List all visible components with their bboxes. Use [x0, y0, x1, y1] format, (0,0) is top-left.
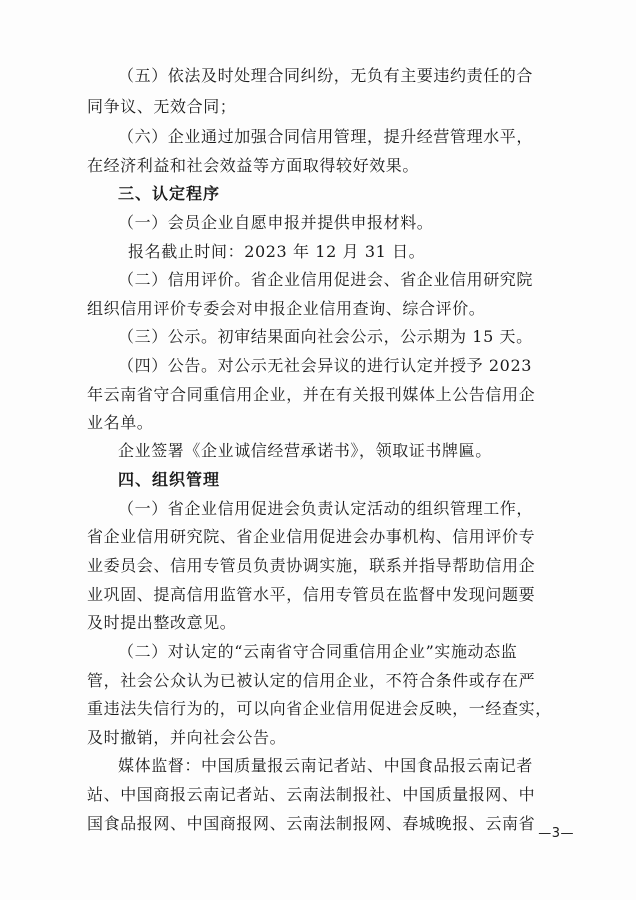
management-1-line-2: 省企业信用研究院、省企业信用促进会办事机构、信用评价专	[87, 527, 536, 546]
media-line-1: 媒体监督：中国质量报云南记者站、中国食品报云南记者	[118, 756, 534, 775]
paragraph-5-line-1: （五）依法及时处理合同纠纷，无负有主要违约责任的合	[118, 66, 534, 85]
media-line-3: 国食品报网、中国商报网、云南法制报网、春城晚报、云南省	[87, 814, 536, 833]
procedure-4-line-1: （四）公告。对公示无社会异议的进行认定并授予 2023	[118, 356, 533, 375]
commitment-text: 企业签署《企业诚信经营承诺书》，领取证书牌匾。	[118, 441, 492, 460]
management-2-line-2: 管，社会公众认为已被认定的信用企业，不符合条件或存在严	[87, 671, 536, 690]
procedure-4-line-2: 年云南省守合同重信用企业，并在有关报刊媒体上公告信用企	[87, 385, 536, 404]
management-2-line-4: 及时撤销，并向社会公告。	[87, 728, 287, 747]
management-2-line-3: 重违法失信行为的，可以向省企业信用促进会反映，一经查实，	[87, 699, 552, 718]
media-line-2: 站、中国商报云南记者站、云南法制报社、中国质量报网、中	[87, 785, 536, 804]
management-1-line-5: 及时提出整改意见。	[87, 613, 237, 632]
procedure-4-line-3: 业名单。	[87, 413, 154, 432]
management-1-line-3: 业委员会、信用专管员负责协调实施，联系并指导帮助信用企	[87, 556, 536, 575]
paragraph-6-line-2: 在经济利益和社会效益等方面取得较好效果。	[87, 156, 420, 175]
management-1-line-4: 业巩固、提高信用监管水平，信用专管员在监督中发现问题要	[87, 585, 536, 604]
procedure-1: （一）会员企业自愿申报并提供申报材料。	[118, 213, 434, 232]
section-heading-management: 四、组织管理	[118, 470, 221, 489]
management-2-line-1: （二）对认定的“云南省守合同重信用企业”实施动态监	[118, 642, 518, 661]
paragraph-6-line-1: （六）企业通过加强合同信用管理，提升经营管理水平，	[118, 127, 534, 146]
paragraph-5-line-2: 同争议、无效合同；	[87, 97, 237, 116]
management-1-line-1: （一）省企业信用促进会负责认定活动的组织管理工作，	[118, 499, 534, 518]
procedure-2-line-2: 组织信用评价专委会对申报企业信用查询、综合评价。	[87, 299, 486, 318]
section-heading-procedure: 三、认定程序	[118, 184, 221, 203]
procedure-2-line-1: （二）信用评价。省企业信用促进会、省企业信用研究院	[118, 270, 534, 289]
page-number: —3—	[538, 826, 574, 841]
deadline-text: 报名截止时间：2023 年 12 月 31 日。	[128, 242, 426, 261]
procedure-3: （三）公示。初审结果面向社会公示，公示期为 15 天。	[118, 327, 533, 346]
